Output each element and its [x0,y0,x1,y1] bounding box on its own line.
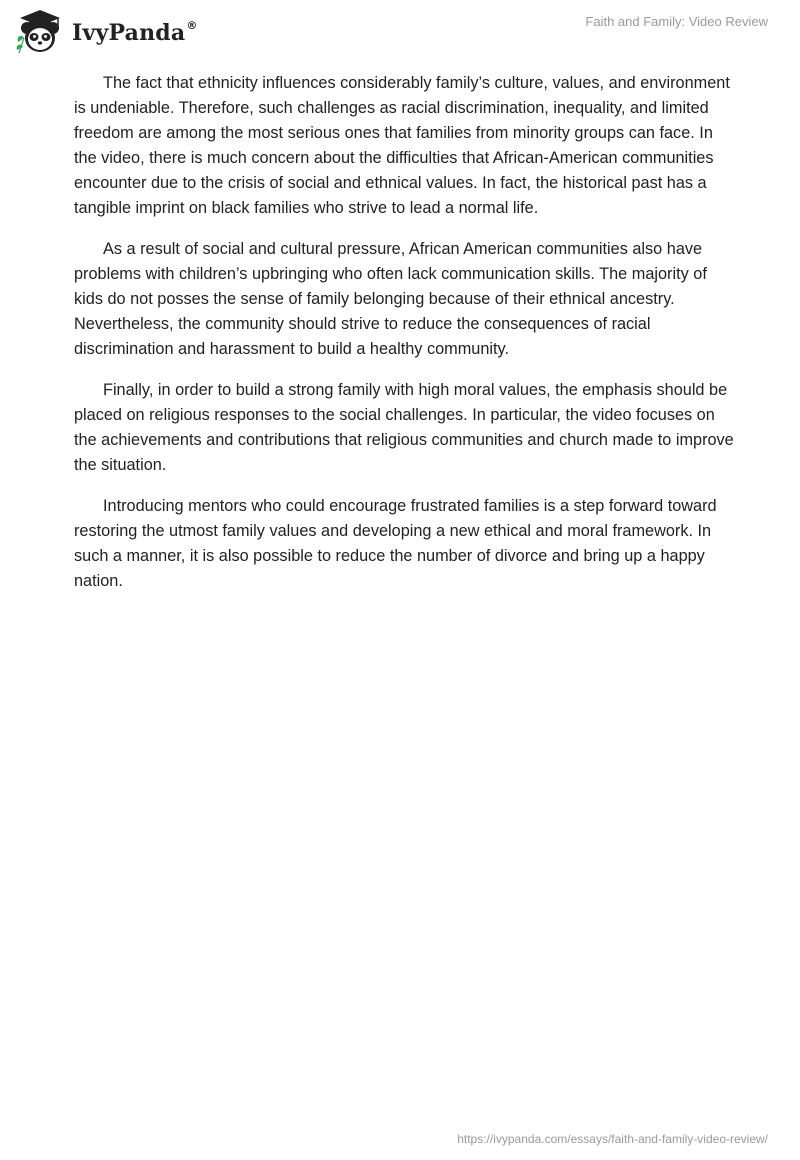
page-header [0,0,800,70]
brand-name: IvyPanda® [72,18,198,46]
paragraph-3: Finally, in order to build a strong family with high moral values, the emphasis should be placed on religious responses to the social challenges. In particular, the video focuses on the achievements and contributions that religious communities and church made to improve the situation. [74,381,734,474]
ivypanda-logo[interactable] [14,8,198,56]
registered-mark: ® [186,18,198,32]
panda-graduate-icon [14,8,66,56]
source-url-link[interactable]: https://ivypanda.com/essays/faith-and-family-video-review/ [457,1132,768,1146]
paragraph-1: The fact that ethnicity influences considerably family’s culture, values, and environment is undeniable. Therefore, such challenges as racial discrimination, inequality, and limited freedom are among the most serious ones that families from minority groups can face. In the video, there is much concern about the difficulties that African-American communities encounter due to the crisis of social and ethnical values. In fact, the historical past has a tangible imprint on black families who strive to lead a normal life. [74,74,730,217]
paragraph-4: Introducing mentors who could encourage frustrated families is a step forward toward restoring the utmost family values and developing a new ethical and moral framework. In such a manner, it is also possible to reduce the number of divorce and bring up a happy nation. [74,497,717,590]
essay-body [74,71,734,610]
document-title: Faith and Family: Video Review [585,14,768,29]
paragraph-2: As a result of social and cultural pressure, African American communities also have problems with children’s upbringing who often lack communication skills. The majority of kids do not posses the sense of family belonging because of their ethnical ancestry. Nevertheless, the community should strive to reduce the consequences of racial discrimination and harassment to build a healthy community. [74,240,707,358]
